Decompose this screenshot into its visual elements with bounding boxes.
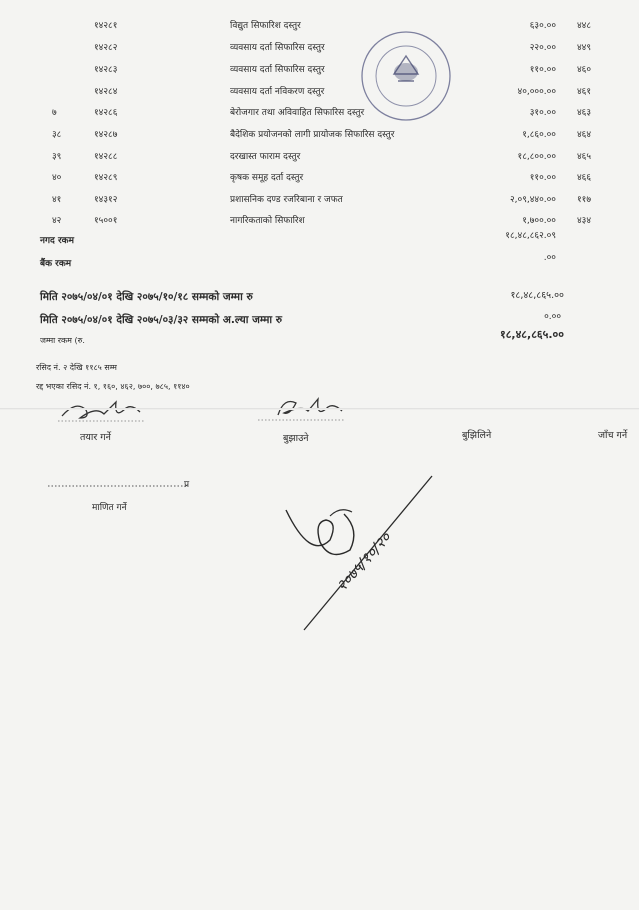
receipt-number: १४२८९ — [94, 173, 118, 183]
receipt-number: १४३१२ — [94, 195, 118, 205]
grand-total-label: जम्मा रकम (रु. — [40, 336, 85, 345]
receipt-number: १४२८३ — [94, 65, 118, 75]
grand-total-amount: १८,४८,८६५.०० — [499, 328, 564, 341]
revenue-description: बैदेशिक प्रयोजनको लागी प्रायोजक सिफारिस दस्तुर — [230, 130, 395, 140]
submitted-by-label: बुझाउने — [283, 433, 309, 444]
receipt-number: १४२८२ — [94, 43, 118, 53]
receipt-number: १४२८१ — [94, 21, 118, 31]
serial-number: ३८ — [52, 130, 62, 140]
amount: १,७००.०० — [522, 216, 556, 226]
amount: ६३०.०० — [529, 21, 556, 31]
cancelled-receipts: रद्द भएका रसिद नं. १, १६०, ४६२, ७००, ७८५, ११४० — [36, 382, 190, 391]
receipt-number: १४२८४ — [94, 87, 118, 97]
cash-label: नगद रकम — [40, 236, 74, 246]
amount: १८,८००.०० — [517, 152, 556, 162]
revenue-description: नागरिकताको सिफारिश — [230, 216, 305, 226]
received-by-label: बुझिलिने — [462, 430, 492, 441]
revenue-description: व्यवसाय दर्ता सिफारिस दस्तुर — [230, 65, 325, 75]
bank-label: बैंक रकम — [40, 259, 72, 269]
page-fold — [0, 408, 639, 410]
revenue-description: दरखास्त फाराम दस्तुर — [230, 152, 301, 162]
receipt-number: १४२८६ — [94, 108, 118, 118]
account-code: ४४९ — [577, 43, 592, 53]
attest-label: माणित गर्ने — [92, 503, 127, 513]
bank-amount: .०० — [543, 253, 556, 263]
preparer-signature — [56, 396, 146, 426]
total-period-label: मिति २०७५/०४/०१ देखि २०७५/१०/१८ सम्मको जम्मा रु — [40, 291, 253, 303]
revenue-description: कृषक समूह दर्ता दस्तुर — [230, 173, 304, 183]
revenue-description: व्यवसाय दर्ता नविकरण दस्तुर — [230, 87, 325, 97]
amount: २,०९,४४०.०० — [509, 195, 556, 205]
serial-number: ३९ — [52, 152, 62, 162]
account-code: ४६५ — [577, 152, 592, 162]
table-row — [0, 145, 639, 165]
office-stamp — [356, 26, 456, 126]
prepared-by-label: तयार गर्ने — [80, 432, 111, 443]
receipt-range: रसिद नं. २ देखि ११८५ सम्म — [36, 363, 117, 372]
amount: ११०.०० — [529, 65, 556, 75]
receipt-number: १४२८७ — [94, 130, 118, 140]
table-row — [0, 58, 639, 78]
total-advance-label: मिति २०७५/०४/०१ देखि २०७५/०३/३२ सम्मको अ.ल्या जम्मा रु — [40, 314, 283, 326]
account-code: ४६३ — [577, 108, 592, 118]
table-row — [0, 14, 639, 34]
account-code: ४३४ — [577, 216, 592, 226]
amount: १,८६०.०० — [522, 130, 556, 140]
attest-dotted-line — [48, 484, 188, 488]
total-period-amount: १८,४८,८६५.०० — [510, 290, 564, 301]
table-row — [0, 209, 639, 229]
amount: ३१०.०० — [529, 108, 556, 118]
checked-by-label: जाँच गर्ने — [598, 430, 628, 441]
revenue-description: प्रशासनिक दण्ड रजरिबाना र जफत — [230, 195, 343, 205]
serial-number: ७ — [52, 108, 57, 118]
revenue-description: विद्युत सिफारिश दस्तुर — [230, 21, 301, 31]
amount: ११०.०० — [529, 173, 556, 183]
serial-number: ४० — [52, 173, 62, 183]
table-row — [0, 123, 639, 143]
total-advance-amount: ०.०० — [544, 312, 561, 322]
table-row — [0, 80, 639, 100]
attest-mark: प्र — [184, 480, 190, 490]
account-code: ४६१ — [577, 87, 592, 97]
account-code: ११७ — [577, 195, 592, 205]
account-code: ४६६ — [577, 173, 592, 183]
serial-number: ४१ — [52, 195, 62, 205]
revenue-description: व्यवसाय दर्ता सिफारिस दस्तुर — [230, 43, 325, 53]
amount: ४०,०००.०० — [517, 87, 556, 97]
account-code: ४४८ — [577, 21, 592, 31]
receipt-number: १५००१ — [94, 216, 118, 226]
amount: २२०.०० — [529, 43, 556, 53]
table-row — [0, 101, 639, 121]
account-code: ४६० — [577, 65, 592, 75]
cash-amount: १८,४८,८६२.०९ — [505, 231, 556, 241]
serial-number: ४२ — [52, 216, 62, 226]
account-code: ४६४ — [577, 130, 592, 140]
table-row — [0, 36, 639, 56]
table-row — [0, 166, 639, 186]
handwritten-date: २०७५/१०/२० — [332, 528, 395, 595]
receipt-number: १४२८८ — [94, 152, 118, 162]
revenue-description: बेरोजगार तथा अविवाहित सिफारिस दस्तुर — [230, 108, 365, 118]
table-row — [0, 188, 639, 208]
